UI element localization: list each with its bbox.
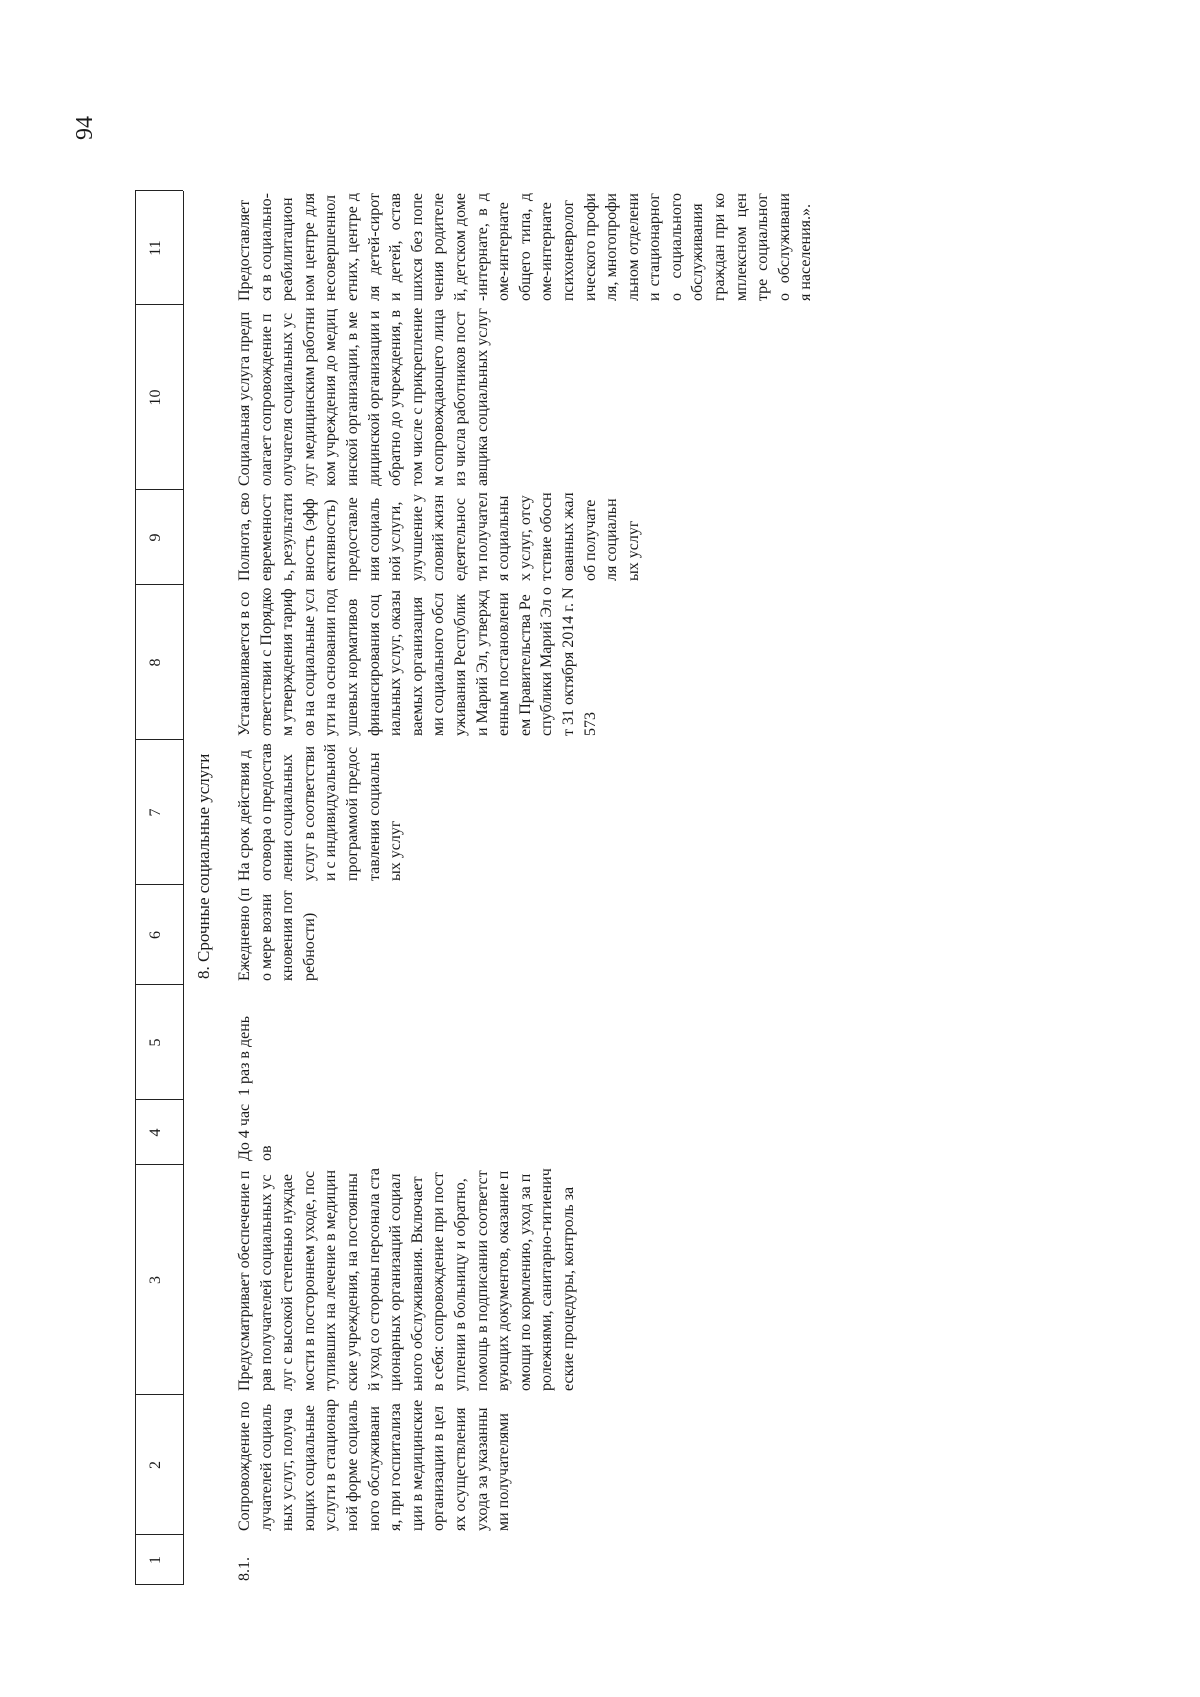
column-header-5: 5: [147, 1038, 164, 1047]
column-header-11: 11: [147, 240, 164, 256]
column-header-1: 1: [147, 1556, 164, 1564]
column-header-9: 9: [147, 533, 164, 542]
column-header-8: 8: [147, 658, 164, 667]
time-norm: До 4 часов: [236, 1103, 275, 1161]
section-title: 8. Срочные социальные услуги: [194, 753, 213, 979]
service-term: На срок действия договора о предоставлении социальных услуг в соответствии с индивидуальной программой предоставления социальных услуг: [236, 743, 405, 881]
header-bottom-border: [183, 191, 184, 1585]
periodicity: Ежедневно (по мере возникновения потребности): [236, 887, 318, 981]
column-header-4: 4: [147, 1128, 164, 1137]
column-header-6: 6: [147, 931, 164, 939]
column-header-10: 10: [147, 389, 164, 406]
row-number: 8.1.: [236, 1557, 253, 1581]
column-header-7: 7: [147, 808, 164, 817]
rate: 1 раз в день: [236, 1015, 253, 1096]
column-header-2: 2: [147, 1461, 164, 1469]
service-cost: Устанавливается в соответствии с Порядком утверждения тарифов на социальные услуги на основании подушевых нормативов финансирования социальных услуг, оказываемых организациями социального обслуживания Республики Марий Эл, утвержденным постановлением Правительства Республики Марий Эл от 31 октября 2014 г. N 573: [236, 587, 599, 736]
service-conditions: Социальная услуга предполагает сопровождение получателя социальных услуг медицинским работником учреждения до медицинской организации, в медицинской организации и обратно до учреждения, в том числе с прикреплением сопровождающего лица из числа работников поставщика социальных услуг: [236, 307, 491, 486]
column-header-3: 3: [147, 1276, 164, 1284]
service-providers: Предоставляется в социально-реабилитационном центре для несовершеннолетних, центре для детей-сирот и детей, оставшихся без попечения родителей, детском доме-интернате, в доме-интернате общего типа, доме-интернате психоневрологического профиля, многопрофильном отделении стационарного социального обслуживания граждан при комплексном центре социального обслуживания населения.».: [236, 193, 815, 301]
quality-indicators: Полнота, своевременность, результативность (эффективность) предоставления социальной услуги, улучшение условий жизнедеятельности получателя социальных услуг, отсутствие обоснованных жалоб получателя социальных услуг: [236, 492, 642, 581]
service-name: Сопровождение получателей социальных услуг, получающих социальные услуги в стационарной форме социального обслуживания, при госпитализации в медицинские организации в целях осуществления ухода за указанными получателями: [236, 1399, 513, 1531]
header-top-border: [135, 191, 136, 1585]
page-number: 94: [72, 116, 98, 140]
service-description: Предусматривает обеспечение прав получателей социальных услуг с высокой степенью нуждаемости в постороннем уходе, поступивших на лечение в медицинские учреждения, на постоянный уход со стороны персонала стационарных организаций социального обслуживания. Включает в себя: сопровождение при поступлении в больницу и обратно, помощь в подписании соответствующих документов, оказание помощи по кормлению, уход за пролежнями, санитарно-гигиенические процедуры, контроль за: [236, 1168, 577, 1391]
